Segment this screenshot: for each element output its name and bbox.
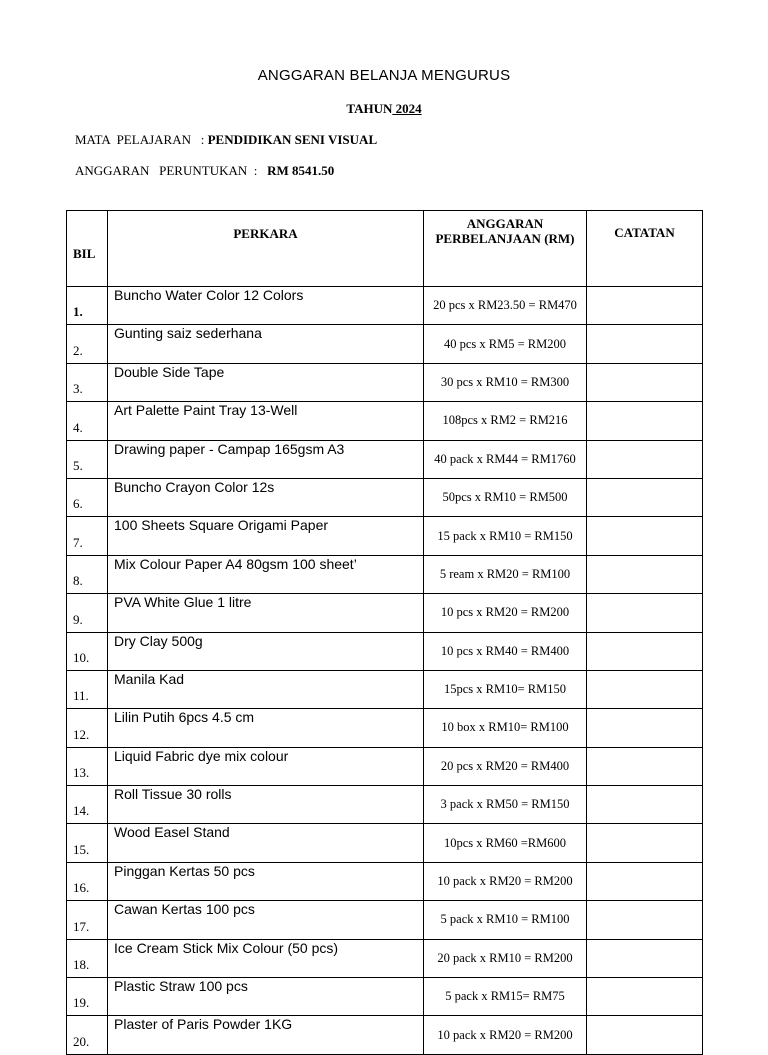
document-title: ANGGARAN BELANJA MENGURUS [257,67,511,84]
year-value: 2024 [392,101,422,116]
row-number: 20. [67,1016,108,1054]
row-number: 17. [67,901,108,939]
row-note [587,287,703,325]
row-item: Manila Kad [108,670,424,708]
table-header-row [67,211,703,287]
row-note [587,709,703,747]
row-cost: 20 pack x RM10 = RM200 [424,939,587,977]
year-line [0,101,768,117]
row-cost: 10 pack x RM20 = RM200 [424,862,587,900]
row-note [587,632,703,670]
row-number: 18. [67,939,108,977]
row-item: Pinggan Kertas 50 pcs [108,862,424,900]
row-note [587,939,703,977]
row-cost: 5 pack x RM15= RM75 [424,978,587,1016]
row-note [587,862,703,900]
row-number: 6. [67,478,108,516]
row-note [587,517,703,555]
table-row [67,1016,703,1054]
row-number: 9. [67,594,108,632]
row-cost: 3 pack x RM50 = RM150 [424,786,587,824]
row-cost: 15pcs x RM10= RM150 [424,670,587,708]
row-number: 14. [67,786,108,824]
row-item: Lilin Putih 6pcs 4.5 cm [108,709,424,747]
row-item: Plaster of Paris Powder 1KG [108,1016,424,1054]
table-row [67,747,703,785]
row-cost: 20 pcs x RM23.50 = RM470 [424,287,587,325]
table-row [67,670,703,708]
row-number: 11. [67,670,108,708]
row-cost: 108pcs x RM2 = RM216 [424,402,587,440]
row-number: 7. [67,517,108,555]
row-number: 13. [67,747,108,785]
row-cost: 10pcs x RM60 =RM600 [424,824,587,862]
row-item: Mix Colour Paper A4 80gsm 100 sheet’ [108,555,424,593]
table-row [67,440,703,478]
table-row [67,402,703,440]
table-row [67,478,703,516]
row-number: 5. [67,440,108,478]
row-item: PVA White Glue 1 litre [108,594,424,632]
row-note [587,594,703,632]
column-header-catatan: CATATAN [587,211,703,287]
row-number: 2. [67,325,108,363]
row-item: Cawan Kertas 100 pcs [108,901,424,939]
row-cost: 40 pcs x RM5 = RM200 [424,325,587,363]
row-item: Ice Cream Stick Mix Colour (50 pcs) [108,939,424,977]
budget-table [66,210,703,1055]
row-note [587,1016,703,1054]
table-row [67,824,703,862]
table-row [67,363,703,401]
row-item: Liquid Fabric dye mix colour [108,747,424,785]
row-number: 19. [67,978,108,1016]
row-cost: 50pcs x RM10 = RM500 [424,478,587,516]
subject-line [75,132,377,148]
table-row [67,709,703,747]
row-cost: 30 pcs x RM10 = RM300 [424,363,587,401]
table-row [67,517,703,555]
table-row [67,786,703,824]
row-note [587,747,703,785]
row-note [587,555,703,593]
row-cost: 10 box x RM10= RM100 [424,709,587,747]
table-row [67,555,703,593]
table-row [67,325,703,363]
year-label: TAHUN [346,101,393,116]
row-item: Gunting saiz sederhana [108,325,424,363]
table-row [67,862,703,900]
table-row [67,632,703,670]
row-item: Drawing paper - Campap 165gsm A3 [108,440,424,478]
row-note [587,901,703,939]
budget-value: RM 8541.50 [267,163,335,178]
row-cost: 5 pack x RM10 = RM100 [424,901,587,939]
row-item: Roll Tissue 30 rolls [108,786,424,824]
row-item: Wood Easel Stand [108,824,424,862]
budget-line [75,163,334,179]
subject-label: MATA PELAJARAN : [75,132,208,147]
column-header-bil: BIL [67,211,108,287]
row-item: 100 Sheets Square Origami Paper [108,517,424,555]
row-item: Buncho Water Color 12 Colors [108,287,424,325]
column-header-anggaran: ANGGARAN PERBELANJAAN (RM) [424,211,587,287]
row-note [587,478,703,516]
row-cost: 15 pack x RM10 = RM150 [424,517,587,555]
row-number: 3. [67,363,108,401]
row-number: 16. [67,862,108,900]
row-cost: 10 pack x RM20 = RM200 [424,1016,587,1054]
table-row [67,901,703,939]
row-item: Buncho Crayon Color 12s [108,478,424,516]
row-note [587,363,703,401]
row-note [587,824,703,862]
row-item: Art Palette Paint Tray 13-Well [108,402,424,440]
row-cost: 5 ream x RM20 = RM100 [424,555,587,593]
row-cost: 20 pcs x RM20 = RM400 [424,747,587,785]
row-number: 15. [67,824,108,862]
row-number: 4. [67,402,108,440]
row-cost: 10 pcs x RM20 = RM200 [424,594,587,632]
row-item: Dry Clay 500g [108,632,424,670]
row-note [587,786,703,824]
row-note [587,402,703,440]
table-row [67,287,703,325]
table-row [67,939,703,977]
row-cost: 10 pcs x RM40 = RM400 [424,632,587,670]
subject-value: PENDIDIKAN SENI VISUAL [207,132,378,147]
row-note [587,325,703,363]
row-note [587,978,703,1016]
table-row [67,594,703,632]
row-number: 10. [67,632,108,670]
row-number: 1. [67,287,108,325]
table-row [67,978,703,1016]
row-note [587,670,703,708]
row-cost: 40 pack x RM44 = RM1760 [424,440,587,478]
budget-label: ANGGARAN PERUNTUKAN : [75,163,268,178]
row-item: Plastic Straw 100 pcs [108,978,424,1016]
row-number: 12. [67,709,108,747]
column-header-perkara: PERKARA [108,211,424,287]
row-item: Double Side Tape [108,363,424,401]
row-number: 8. [67,555,108,593]
row-note [587,440,703,478]
